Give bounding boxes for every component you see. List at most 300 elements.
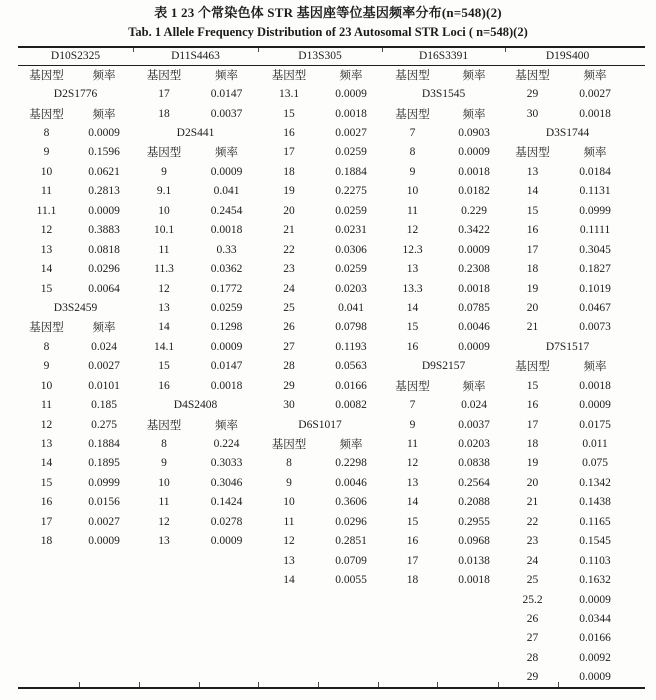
frequency-cell: 0.0037 [458, 418, 490, 431]
genotype-cell: 8 [43, 340, 50, 353]
frequency-column-header: 频率 [583, 361, 607, 374]
frequency-cell: 0.2308 [458, 263, 490, 276]
frequency-cell: 0.0968 [458, 535, 490, 548]
table-row [18, 415, 630, 434]
frequency-cell: 0.0999 [579, 204, 611, 217]
frequency-column-header: 频率 [215, 69, 239, 82]
frequency-cell: 0.0362 [210, 263, 243, 276]
genotype-cell: 16 [526, 399, 539, 412]
frequency-cell: 0.0009 [210, 165, 243, 178]
genotype-cell: 14 [526, 185, 539, 198]
table-row [18, 318, 630, 337]
frequency-cell: 0.0009 [335, 88, 367, 101]
empty-cell [258, 629, 382, 648]
genotype-cell: 22 [526, 515, 539, 528]
genotype-cell: 29 [283, 379, 295, 392]
frequency-cell: 0.0278 [210, 515, 243, 528]
empty-cell [382, 668, 505, 687]
frequency-cell: 0.0166 [335, 379, 367, 392]
table-row [18, 668, 630, 687]
frequency-cell: 0.0082 [335, 399, 367, 412]
column-divider-tick [505, 48, 506, 52]
locus-span-cell: D7S1517 [545, 340, 590, 353]
column-divider-tick [498, 682, 499, 687]
frequency-cell: 0.0259 [210, 301, 243, 314]
frequency-cell: 0.0018 [458, 574, 490, 587]
genotype-cell: 15 [40, 476, 53, 489]
empty-cell [258, 648, 382, 667]
table-row [18, 570, 630, 589]
column-divider-tick [258, 48, 259, 52]
frequency-cell: 0.1131 [579, 185, 611, 198]
empty-cell [133, 609, 258, 628]
genotype-cell: 19 [283, 185, 295, 198]
frequency-cell: 0.0709 [335, 554, 367, 567]
frequency-cell: 0.33 [216, 243, 237, 256]
genotype-cell: 16 [526, 224, 539, 237]
table-row [18, 493, 630, 512]
genotype-cell: 9.1 [156, 185, 172, 198]
frequency-cell: 0.0903 [458, 127, 490, 140]
frequency-cell: 0.0009 [579, 593, 611, 606]
frequency-cell: 0.0018 [458, 165, 490, 178]
table-row [18, 551, 630, 570]
loci-header-row [18, 46, 630, 65]
genotype-cell: 11 [40, 399, 53, 412]
frequency-column-header: 频率 [339, 69, 363, 82]
empty-cell [133, 590, 258, 609]
locus-span-cell: D2S441 [176, 127, 215, 140]
genotype-cell: 12.3 [402, 243, 423, 256]
frequency-cell: 0.1884 [335, 165, 367, 178]
locus-header-cell: D16S3391 [418, 49, 469, 62]
frequency-cell: 0.0818 [88, 243, 120, 256]
genotype-cell: 17 [158, 88, 170, 101]
genotype-column-header: 基因型 [29, 322, 64, 335]
frequency-cell: 0.0027 [579, 88, 611, 101]
empty-cell [258, 590, 382, 609]
genotype-cell: 30 [283, 399, 295, 412]
frequency-cell: 0.0621 [88, 165, 120, 178]
locus-header-cell: D13S305 [298, 49, 342, 62]
frequency-cell: 0.0027 [88, 515, 120, 528]
genotype-cell: 9 [43, 360, 50, 373]
frequency-column-header: 频率 [92, 322, 116, 335]
frequency-column-header: 频率 [339, 439, 363, 452]
frequency-cell: 0.1342 [579, 476, 611, 489]
genotype-column-header: 基因型 [146, 69, 182, 82]
table-row [18, 84, 630, 103]
frequency-column-header: 频率 [215, 419, 239, 432]
genotype-column-header: 基因型 [515, 147, 550, 160]
frequency-column-header: 频率 [92, 108, 116, 121]
frequency-cell: 0.0064 [88, 282, 120, 295]
frequency-cell: 0.0203 [335, 282, 367, 295]
allele-table-body [18, 65, 630, 687]
column-divider-tick [318, 682, 319, 687]
empty-cell [18, 570, 133, 589]
frequency-cell: 0.0009 [210, 340, 243, 353]
empty-cell [382, 648, 505, 667]
frequency-cell: 0.224 [213, 438, 240, 451]
genotype-cell: 27 [283, 340, 295, 353]
empty-cell [18, 668, 133, 687]
genotype-cell: 17 [406, 554, 419, 567]
genotype-cell: 15 [158, 360, 170, 373]
empty-cell [133, 668, 258, 687]
genotype-cell: 10 [40, 379, 53, 392]
genotype-cell: 23 [283, 263, 295, 276]
column-divider-tick [258, 682, 259, 687]
table-row [18, 221, 630, 240]
frequency-cell: 0.0009 [88, 127, 120, 140]
frequency-cell: 0.2088 [458, 496, 490, 509]
table-row [18, 123, 630, 142]
empty-cell [18, 648, 133, 667]
genotype-cell: 26 [526, 612, 539, 625]
frequency-cell: 0.0009 [458, 243, 490, 256]
table-row [18, 629, 630, 648]
frequency-cell: 0.0999 [88, 476, 120, 489]
table-row [18, 590, 630, 609]
frequency-cell: 0.0037 [210, 107, 243, 120]
table-title-chinese: 表 1 23 个常染色体 STR 基因座等位基因频率分布(n=548)(2) [154, 5, 502, 20]
genotype-cell: 8 [43, 127, 50, 140]
genotype-cell: 19 [526, 282, 539, 295]
frequency-column-header: 频率 [583, 69, 607, 82]
genotype-cell: 12 [406, 224, 419, 237]
genotype-cell: 27 [526, 632, 539, 645]
genotype-cell: 8 [161, 438, 167, 451]
frequency-cell: 0.0203 [458, 438, 490, 451]
frequency-cell: 0.1772 [210, 282, 243, 295]
genotype-cell: 14 [283, 574, 295, 587]
empty-cell [133, 570, 258, 589]
frequency-cell: 0.0101 [88, 379, 120, 392]
genotype-cell: 15 [526, 379, 539, 392]
frequency-cell: 0.1827 [579, 263, 611, 276]
genotype-cell: 13 [40, 243, 53, 256]
frequency-cell: 0.1424 [210, 496, 243, 509]
column-divider-tick [378, 682, 379, 687]
frequency-cell: 0.1884 [88, 438, 120, 451]
genotype-cell: 10.1 [153, 224, 175, 237]
genotype-cell: 29 [526, 671, 539, 684]
genotype-cell: 16 [406, 535, 419, 548]
genotype-cell: 13.3 [402, 282, 423, 295]
frequency-cell: 0.0009 [579, 671, 611, 684]
genotype-cell: 13 [526, 165, 539, 178]
frequency-cell: 0.3606 [335, 496, 367, 509]
frequency-column-header: 频率 [215, 147, 239, 160]
genotype-cell: 16 [406, 340, 419, 353]
table-row [18, 512, 630, 531]
frequency-cell: 0.0156 [88, 496, 120, 509]
column-divider-tick [382, 48, 383, 52]
frequency-cell: 0.041 [338, 301, 364, 314]
genotype-cell: 11 [283, 515, 295, 528]
frequency-cell: 0.0046 [335, 476, 367, 489]
genotype-cell: 9 [409, 165, 416, 178]
genotype-cell: 13 [158, 535, 170, 548]
table-header-rule [18, 65, 645, 66]
empty-cell [18, 609, 133, 628]
locus-span-cell: D3S1545 [421, 88, 466, 101]
genotype-cell: 11.3 [154, 263, 174, 276]
table-row [18, 240, 630, 259]
frequency-cell: 0.0009 [458, 340, 490, 353]
genotype-cell: 14 [158, 321, 170, 334]
frequency-cell: 0.0018 [210, 379, 243, 392]
frequency-cell: 0.3046 [210, 476, 243, 489]
frequency-cell: 0.1111 [579, 224, 611, 237]
genotype-cell: 14 [40, 457, 53, 470]
genotype-cell: 15 [40, 282, 53, 295]
genotype-cell: 18 [158, 107, 170, 120]
genotype-cell: 15 [526, 204, 539, 217]
locus-header-cell: D19S400 [545, 49, 590, 62]
table-row [18, 298, 630, 317]
frequency-cell: 0.1019 [579, 282, 611, 295]
genotype-column-header: 基因型 [29, 69, 64, 82]
frequency-cell: 0.0344 [579, 612, 611, 625]
empty-cell [133, 629, 258, 648]
empty-cell [133, 551, 258, 570]
genotype-column-header: 基因型 [515, 361, 550, 374]
genotype-cell: 9 [286, 476, 292, 489]
table-title-english: Tab. 1 Allele Frequency Distribution of 23 Autosomal STR Loci ( n=548)(2) [128, 25, 528, 39]
frequency-cell: 0.0018 [335, 107, 367, 120]
genotype-cell: 12 [40, 418, 53, 431]
frequency-cell: 0.0027 [335, 127, 367, 140]
genotype-cell: 25 [526, 574, 539, 587]
genotype-cell: 11 [406, 438, 419, 451]
genotype-cell: 13 [406, 263, 419, 276]
frequency-cell: 0.0296 [335, 515, 367, 528]
frequency-cell: 0.3883 [88, 224, 120, 237]
locus-header-cell: D10S2325 [50, 49, 101, 62]
genotype-column-header: 基因型 [146, 147, 182, 160]
genotype-cell: 18 [526, 263, 539, 276]
table-row [18, 279, 630, 298]
frequency-cell: 0.2955 [458, 515, 490, 528]
frequency-cell: 0.0259 [335, 146, 367, 159]
frequency-cell: 0.0467 [579, 301, 611, 314]
genotype-cell: 24 [283, 282, 295, 295]
genotype-cell: 13 [40, 438, 53, 451]
frequency-cell: 0.1895 [88, 457, 120, 470]
frequency-cell: 0.3033 [210, 457, 243, 470]
allele-frequency-table [18, 46, 630, 687]
genotype-cell: 14.1 [153, 340, 175, 353]
table-row [18, 434, 630, 453]
genotype-cell: 21 [526, 321, 539, 334]
frequency-cell: 0.0018 [579, 379, 611, 392]
table-row [18, 65, 630, 84]
table-top-rule [18, 46, 645, 48]
genotype-cell: 30 [526, 107, 539, 120]
genotype-cell: 26 [283, 321, 295, 334]
genotype-cell: 19 [526, 457, 539, 470]
empty-cell [258, 609, 382, 628]
genotype-cell: 13 [283, 554, 295, 567]
table-bottom-rule [18, 687, 645, 689]
locus-span-cell: D3S1744 [545, 127, 590, 140]
frequency-cell: 0.2851 [335, 535, 367, 548]
frequency-cell: 0.0009 [88, 535, 120, 548]
column-divider-tick [558, 682, 559, 687]
frequency-cell: 0.0306 [335, 243, 367, 256]
empty-cell [258, 668, 382, 687]
frequency-cell: 0.0009 [210, 535, 243, 548]
genotype-cell: 14 [406, 301, 419, 314]
genotype-column-header: 基因型 [271, 439, 307, 452]
genotype-cell: 29 [526, 88, 539, 101]
frequency-cell: 0.024 [461, 399, 487, 412]
genotype-cell: 15 [406, 515, 419, 528]
frequency-cell: 0.0175 [579, 418, 611, 431]
frequency-cell: 0.2454 [210, 204, 243, 217]
frequency-cell: 0.3045 [579, 243, 611, 256]
empty-cell [18, 551, 133, 570]
empty-cell [133, 648, 258, 667]
frequency-cell: 0.0009 [88, 204, 120, 217]
table-row [18, 104, 630, 123]
genotype-column-header: 基因型 [395, 69, 430, 82]
genotype-cell: 15 [283, 107, 295, 120]
genotype-cell: 12 [406, 457, 419, 470]
frequency-cell: 0.0009 [579, 399, 611, 412]
table-row [18, 376, 630, 395]
genotype-cell: 10 [40, 165, 53, 178]
frequency-cell: 0.0046 [458, 321, 490, 334]
frequency-column-header: 频率 [92, 69, 116, 82]
frequency-cell: 0.1193 [335, 340, 367, 353]
genotype-cell: 9 [161, 165, 167, 178]
frequency-cell: 0.2564 [458, 476, 490, 489]
locus-span-cell: D2S1776 [53, 88, 98, 101]
frequency-cell: 0.1545 [579, 535, 611, 548]
frequency-cell: 0.0838 [458, 457, 490, 470]
empty-cell [18, 590, 133, 609]
table-row [18, 182, 630, 201]
genotype-cell: 17 [526, 418, 539, 431]
genotype-cell: 20 [526, 476, 539, 489]
frequency-cell: 0.275 [91, 418, 117, 431]
frequency-cell: 0.011 [582, 438, 608, 451]
column-divider-tick [199, 682, 200, 687]
genotype-cell: 7 [409, 399, 416, 412]
frequency-cell: 0.041 [213, 185, 240, 198]
genotype-cell: 11 [158, 496, 170, 509]
frequency-column-header: 频率 [462, 380, 486, 393]
column-divider-tick [133, 48, 134, 52]
genotype-cell: 11 [406, 204, 419, 217]
empty-cell [382, 590, 505, 609]
frequency-cell: 0.0563 [335, 360, 367, 373]
frequency-cell: 0.0166 [579, 632, 611, 645]
frequency-cell: 0.024 [91, 340, 117, 353]
genotype-cell: 28 [283, 360, 295, 373]
empty-cell [382, 629, 505, 648]
genotype-cell: 13.1 [278, 88, 300, 101]
locus-span-cell: D3S2459 [53, 301, 98, 314]
frequency-cell: 0.0231 [335, 224, 367, 237]
genotype-cell: 18 [40, 535, 53, 548]
genotype-cell: 8 [286, 457, 292, 470]
genotype-cell: 8 [409, 146, 416, 159]
genotype-cell: 21 [283, 224, 295, 237]
genotype-cell: 10 [283, 496, 295, 509]
genotype-column-header: 基因型 [146, 419, 182, 432]
genotype-cell: 10 [158, 204, 170, 217]
frequency-cell: 0.2275 [335, 185, 367, 198]
frequency-cell: 0.0147 [210, 88, 243, 101]
frequency-column-header: 频率 [583, 147, 607, 160]
genotype-cell: 25 [283, 301, 295, 314]
column-divider-tick [79, 682, 80, 687]
genotype-cell: 28 [526, 651, 539, 664]
frequency-cell: 0.0027 [88, 360, 120, 373]
genotype-column-header: 基因型 [395, 380, 430, 393]
frequency-cell: 0.2298 [335, 457, 367, 470]
genotype-cell: 23 [526, 535, 539, 548]
frequency-cell: 0.0785 [458, 301, 490, 314]
genotype-cell: 24 [526, 554, 539, 567]
genotype-cell: 17 [283, 146, 295, 159]
frequency-cell: 0.0018 [210, 224, 243, 237]
frequency-cell: 0.1298 [210, 321, 243, 334]
column-divider-tick [139, 682, 140, 687]
frequency-cell: 0.1438 [579, 496, 611, 509]
frequency-cell: 0.0055 [335, 574, 367, 587]
genotype-cell: 20 [283, 204, 295, 217]
empty-cell [382, 609, 505, 628]
genotype-cell: 18 [283, 165, 295, 178]
frequency-cell: 0.0018 [458, 282, 490, 295]
genotype-cell: 7 [409, 127, 416, 140]
frequency-cell: 0.0182 [458, 185, 490, 198]
genotype-column-header: 基因型 [395, 108, 430, 121]
frequency-cell: 0.0184 [579, 165, 611, 178]
frequency-cell: 0.1632 [579, 574, 611, 587]
frequency-cell: 0.0073 [579, 321, 611, 334]
genotype-cell: 14 [406, 496, 419, 509]
table-row [18, 143, 630, 162]
table-row [18, 454, 630, 473]
frequency-column-header: 频率 [462, 69, 486, 82]
frequency-cell: 0.0798 [335, 321, 367, 334]
genotype-cell: 10 [158, 476, 170, 489]
genotype-cell: 16 [158, 379, 170, 392]
table-row [18, 337, 630, 356]
genotype-cell: 11 [158, 243, 170, 256]
genotype-cell: 22 [283, 243, 295, 256]
frequency-cell: 0.0009 [458, 146, 490, 159]
table-row [18, 648, 630, 667]
genotype-cell: 12 [158, 282, 170, 295]
genotype-cell: 9 [409, 418, 416, 431]
table-row [18, 357, 630, 376]
genotype-cell: 18 [406, 574, 419, 587]
frequency-cell: 0.1165 [579, 515, 611, 528]
genotype-cell: 25.2 [522, 593, 543, 606]
genotype-cell: 17 [40, 515, 53, 528]
table-row [18, 259, 630, 278]
frequency-cell: 0.0259 [335, 263, 367, 276]
genotype-cell: 16 [283, 127, 295, 140]
frequency-column-header: 频率 [462, 108, 486, 121]
